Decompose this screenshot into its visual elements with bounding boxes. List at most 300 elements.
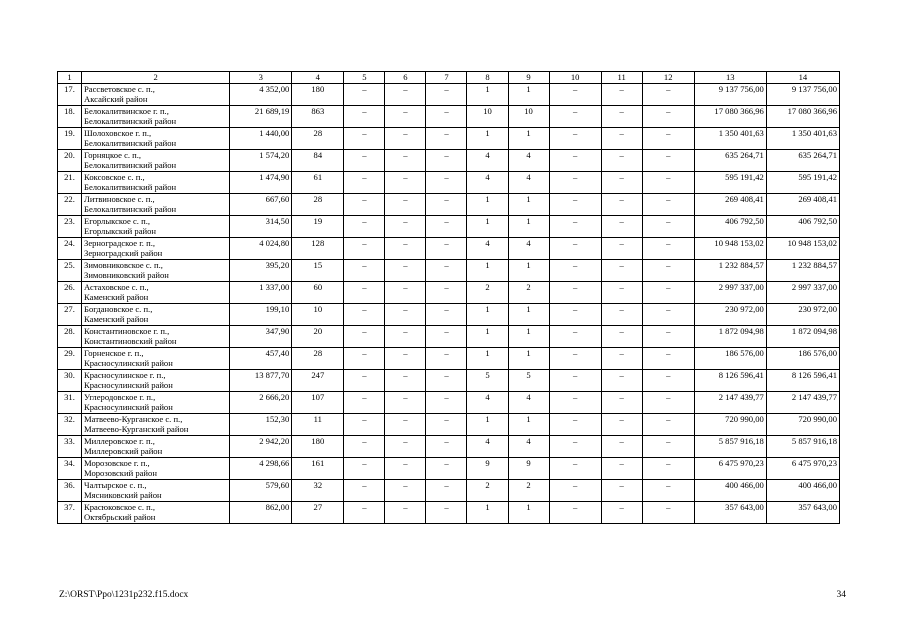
column-number-cell: 13: [694, 72, 766, 84]
column-number-cell: 8: [467, 72, 508, 84]
value-cell: 4: [508, 436, 549, 458]
value-cell: –: [642, 106, 694, 128]
value-cell: –: [549, 480, 601, 502]
value-cell: –: [601, 348, 642, 370]
row-number-cell: 24.: [58, 238, 82, 260]
value-cell: –: [344, 260, 385, 282]
value-cell: 579,60: [230, 480, 292, 502]
settlement-name-cell: Богдановское с. п., Каменский район: [82, 304, 230, 326]
value-cell: 2: [467, 282, 508, 304]
value-cell: –: [642, 194, 694, 216]
value-cell: 1: [508, 260, 549, 282]
value-cell: 357 643,00: [694, 502, 766, 524]
value-cell: –: [344, 282, 385, 304]
value-cell: –: [549, 106, 601, 128]
value-cell: 1 872 094,98: [694, 326, 766, 348]
column-number-cell: 10: [549, 72, 601, 84]
value-cell: –: [642, 502, 694, 524]
table-row: [58, 150, 840, 172]
value-cell: 19: [292, 216, 344, 238]
value-cell: 10: [292, 304, 344, 326]
column-number-cell: 9: [508, 72, 549, 84]
value-cell: 4: [508, 172, 549, 194]
value-cell: –: [426, 260, 467, 282]
value-cell: –: [642, 458, 694, 480]
value-cell: 8 126 596,41: [766, 370, 839, 392]
value-cell: –: [549, 238, 601, 260]
value-cell: –: [344, 480, 385, 502]
value-cell: –: [385, 392, 426, 414]
value-cell: 2 147 439,77: [694, 392, 766, 414]
value-cell: –: [385, 128, 426, 150]
value-cell: 863: [292, 106, 344, 128]
value-cell: 180: [292, 84, 344, 106]
value-cell: –: [549, 370, 601, 392]
value-cell: 107: [292, 392, 344, 414]
value-cell: 400 466,00: [766, 480, 839, 502]
settlement-name-cell: Горняцкое с. п., Белокалитвинский район: [82, 150, 230, 172]
value-cell: 1 440,00: [230, 128, 292, 150]
value-cell: 10: [467, 106, 508, 128]
settlement-name-cell: Егорлыкское с. п., Егорлыкский район: [82, 216, 230, 238]
value-cell: 20: [292, 326, 344, 348]
value-cell: 406 792,50: [766, 216, 839, 238]
value-cell: 5: [467, 370, 508, 392]
value-cell: 1: [508, 348, 549, 370]
value-cell: –: [642, 414, 694, 436]
value-cell: –: [601, 282, 642, 304]
row-number-cell: 19.: [58, 128, 82, 150]
value-cell: –: [549, 194, 601, 216]
value-cell: 406 792,50: [694, 216, 766, 238]
page-number: 34: [836, 590, 846, 600]
value-cell: –: [549, 260, 601, 282]
value-cell: –: [549, 304, 601, 326]
value-cell: –: [642, 172, 694, 194]
value-cell: 186 576,00: [694, 348, 766, 370]
value-cell: 1 872 094,98: [766, 326, 839, 348]
column-number-cell: 12: [642, 72, 694, 84]
settlement-name-cell: Матвеево-Курганское с. п., Матвеево-Курганский район: [82, 414, 230, 436]
value-cell: 161: [292, 458, 344, 480]
value-cell: 635 264,71: [694, 150, 766, 172]
value-cell: 635 264,71: [766, 150, 839, 172]
value-cell: 230 972,00: [694, 304, 766, 326]
value-cell: 15: [292, 260, 344, 282]
value-cell: 5 857 916,18: [694, 436, 766, 458]
value-cell: 400 466,00: [694, 480, 766, 502]
value-cell: 1: [467, 502, 508, 524]
value-cell: –: [385, 458, 426, 480]
value-cell: –: [344, 414, 385, 436]
value-cell: 2 666,20: [230, 392, 292, 414]
value-cell: –: [549, 128, 601, 150]
value-cell: 2: [508, 480, 549, 502]
value-cell: –: [344, 436, 385, 458]
value-cell: 180: [292, 436, 344, 458]
value-cell: –: [549, 414, 601, 436]
table-row: [58, 128, 840, 150]
value-cell: –: [344, 150, 385, 172]
row-number-cell: 23.: [58, 216, 82, 238]
value-cell: –: [344, 172, 385, 194]
value-cell: 32: [292, 480, 344, 502]
value-cell: 1: [508, 216, 549, 238]
value-cell: –: [426, 348, 467, 370]
value-cell: –: [426, 238, 467, 260]
value-cell: –: [385, 436, 426, 458]
value-cell: 5 857 916,18: [766, 436, 839, 458]
value-cell: 6 475 970,23: [694, 458, 766, 480]
value-cell: –: [426, 304, 467, 326]
value-cell: 230 972,00: [766, 304, 839, 326]
settlement-name-cell: Красносулинское г. п., Красносулинский район: [82, 370, 230, 392]
table-row: [58, 392, 840, 414]
value-cell: 10 948 153,02: [766, 238, 839, 260]
data-table: [57, 71, 840, 524]
settlement-name-cell: Морозовское г. п., Морозовский район: [82, 458, 230, 480]
value-cell: 61: [292, 172, 344, 194]
settlement-name-cell: Углеродовское г. п., Красносулинский район: [82, 392, 230, 414]
value-cell: 595 191,42: [766, 172, 839, 194]
value-cell: 5: [508, 370, 549, 392]
value-cell: 10: [508, 106, 549, 128]
value-cell: 2: [508, 282, 549, 304]
settlement-name-cell: Миллеровское г. п., Миллеровский район: [82, 436, 230, 458]
value-cell: –: [426, 326, 467, 348]
column-number-cell: 4: [292, 72, 344, 84]
value-cell: –: [426, 392, 467, 414]
value-cell: –: [642, 480, 694, 502]
value-cell: –: [344, 194, 385, 216]
value-cell: –: [385, 348, 426, 370]
value-cell: –: [426, 370, 467, 392]
column-number-header-row: [58, 72, 840, 84]
value-cell: 862,00: [230, 502, 292, 524]
row-number-cell: 17.: [58, 84, 82, 106]
value-cell: 2 997 337,00: [694, 282, 766, 304]
value-cell: 1: [467, 348, 508, 370]
column-number-cell: 1: [58, 72, 82, 84]
table-row: [58, 348, 840, 370]
value-cell: –: [642, 84, 694, 106]
value-cell: 1: [467, 216, 508, 238]
value-cell: –: [385, 260, 426, 282]
value-cell: 4: [467, 436, 508, 458]
settlement-name-cell: Шолоховское г. п., Белокалитвинский район: [82, 128, 230, 150]
value-cell: –: [344, 348, 385, 370]
value-cell: –: [385, 216, 426, 238]
file-path-footer: Z:\ORST\Ppo\1231p232.f15.docx: [59, 590, 189, 600]
value-cell: 4: [467, 238, 508, 260]
value-cell: 2 997 337,00: [766, 282, 839, 304]
value-cell: –: [549, 84, 601, 106]
row-number-cell: 32.: [58, 414, 82, 436]
column-number-cell: 6: [385, 72, 426, 84]
value-cell: –: [385, 326, 426, 348]
document-sheet: [57, 71, 840, 524]
value-cell: –: [642, 150, 694, 172]
value-cell: –: [385, 304, 426, 326]
value-cell: –: [426, 480, 467, 502]
value-cell: –: [549, 436, 601, 458]
row-number-cell: 36.: [58, 480, 82, 502]
value-cell: 1: [508, 502, 549, 524]
value-cell: 2: [467, 480, 508, 502]
value-cell: –: [385, 106, 426, 128]
value-cell: 1: [467, 414, 508, 436]
value-cell: 1: [508, 128, 549, 150]
value-cell: –: [426, 194, 467, 216]
settlement-name-cell: Зерноградское г. п., Зерноградский район: [82, 238, 230, 260]
value-cell: –: [385, 370, 426, 392]
row-number-cell: 26.: [58, 282, 82, 304]
value-cell: 27: [292, 502, 344, 524]
value-cell: 28: [292, 348, 344, 370]
value-cell: 10 948 153,02: [694, 238, 766, 260]
value-cell: –: [642, 282, 694, 304]
value-cell: 4: [508, 238, 549, 260]
value-cell: –: [601, 172, 642, 194]
value-cell: 1 474,90: [230, 172, 292, 194]
value-cell: 199,10: [230, 304, 292, 326]
table-row: [58, 260, 840, 282]
value-cell: 9: [508, 458, 549, 480]
value-cell: –: [426, 458, 467, 480]
value-cell: –: [426, 436, 467, 458]
value-cell: –: [426, 502, 467, 524]
value-cell: 84: [292, 150, 344, 172]
value-cell: 1 337,00: [230, 282, 292, 304]
value-cell: –: [601, 326, 642, 348]
column-number-cell: 14: [766, 72, 839, 84]
value-cell: –: [344, 84, 385, 106]
value-cell: –: [344, 238, 385, 260]
value-cell: –: [549, 502, 601, 524]
value-cell: –: [642, 304, 694, 326]
value-cell: –: [344, 502, 385, 524]
value-cell: 1: [467, 84, 508, 106]
value-cell: 4 352,00: [230, 84, 292, 106]
value-cell: –: [344, 458, 385, 480]
value-cell: –: [601, 216, 642, 238]
row-number-cell: 37.: [58, 502, 82, 524]
value-cell: –: [426, 172, 467, 194]
value-cell: –: [601, 502, 642, 524]
value-cell: 1 350 401,63: [694, 128, 766, 150]
row-number-cell: 22.: [58, 194, 82, 216]
value-cell: –: [549, 150, 601, 172]
value-cell: –: [549, 326, 601, 348]
table-row: [58, 436, 840, 458]
value-cell: –: [426, 106, 467, 128]
value-cell: –: [601, 480, 642, 502]
column-number-cell: 7: [426, 72, 467, 84]
value-cell: –: [601, 260, 642, 282]
row-number-cell: 29.: [58, 348, 82, 370]
row-number-cell: 28.: [58, 326, 82, 348]
value-cell: 2 942,20: [230, 436, 292, 458]
value-cell: –: [642, 436, 694, 458]
row-number-cell: 30.: [58, 370, 82, 392]
settlement-name-cell: Рассветовское с. п., Аксайский район: [82, 84, 230, 106]
value-cell: 1: [467, 260, 508, 282]
value-cell: –: [601, 194, 642, 216]
settlement-name-cell: Горненское г. п., Красносулинский район: [82, 348, 230, 370]
row-number-cell: 20.: [58, 150, 82, 172]
value-cell: –: [601, 458, 642, 480]
value-cell: 720 990,00: [766, 414, 839, 436]
value-cell: 1: [467, 326, 508, 348]
value-cell: –: [344, 128, 385, 150]
settlement-name-cell: Красюковское с. п., Октябрьский район: [82, 502, 230, 524]
table-row: [58, 414, 840, 436]
table-row: [58, 194, 840, 216]
row-number-cell: 34.: [58, 458, 82, 480]
value-cell: 1: [508, 194, 549, 216]
value-cell: 395,20: [230, 260, 292, 282]
table-row: [58, 106, 840, 128]
row-number-cell: 33.: [58, 436, 82, 458]
column-number-cell: 5: [344, 72, 385, 84]
value-cell: –: [426, 84, 467, 106]
value-cell: 1 574,20: [230, 150, 292, 172]
settlement-name-cell: Чалтырское с. п., Мясниковский район: [82, 480, 230, 502]
value-cell: –: [549, 172, 601, 194]
settlement-name-cell: Коксовское с. п., Белокалитвинский район: [82, 172, 230, 194]
value-cell: –: [601, 106, 642, 128]
settlement-name-cell: Зимовниковское с. п., Зимовниковский район: [82, 260, 230, 282]
table-row: [58, 370, 840, 392]
value-cell: 4: [508, 392, 549, 414]
value-cell: 347,90: [230, 326, 292, 348]
value-cell: –: [642, 326, 694, 348]
value-cell: 9: [467, 458, 508, 480]
value-cell: 4: [467, 172, 508, 194]
value-cell: 357 643,00: [766, 502, 839, 524]
value-cell: –: [344, 216, 385, 238]
value-cell: 1: [508, 84, 549, 106]
value-cell: –: [549, 348, 601, 370]
value-cell: –: [549, 216, 601, 238]
settlement-name-cell: Астаховское с. п., Каменский район: [82, 282, 230, 304]
table-row: [58, 480, 840, 502]
value-cell: 8 126 596,41: [694, 370, 766, 392]
table-row: [58, 458, 840, 480]
value-cell: –: [642, 238, 694, 260]
value-cell: 186 576,00: [766, 348, 839, 370]
value-cell: 21 689,19: [230, 106, 292, 128]
value-cell: –: [344, 392, 385, 414]
value-cell: –: [385, 414, 426, 436]
value-cell: –: [642, 260, 694, 282]
value-cell: 4: [467, 150, 508, 172]
row-number-cell: 21.: [58, 172, 82, 194]
value-cell: 595 191,42: [694, 172, 766, 194]
value-cell: –: [549, 282, 601, 304]
value-cell: 11: [292, 414, 344, 436]
value-cell: –: [344, 326, 385, 348]
value-cell: 152,30: [230, 414, 292, 436]
value-cell: –: [426, 414, 467, 436]
value-cell: –: [601, 436, 642, 458]
value-cell: 667,60: [230, 194, 292, 216]
value-cell: –: [426, 128, 467, 150]
column-number-cell: 11: [601, 72, 642, 84]
value-cell: 9 137 756,00: [766, 84, 839, 106]
value-cell: 28: [292, 194, 344, 216]
value-cell: –: [549, 392, 601, 414]
table-row: [58, 326, 840, 348]
value-cell: 1 350 401,63: [766, 128, 839, 150]
table-row: [58, 216, 840, 238]
value-cell: 1: [508, 414, 549, 436]
value-cell: 13 877,70: [230, 370, 292, 392]
settlement-name-cell: Литвиновское с. п., Белокалитвинский район: [82, 194, 230, 216]
value-cell: 1: [467, 128, 508, 150]
row-number-cell: 31.: [58, 392, 82, 414]
value-cell: –: [385, 502, 426, 524]
value-cell: –: [601, 304, 642, 326]
value-cell: 6 475 970,23: [766, 458, 839, 480]
value-cell: –: [601, 238, 642, 260]
value-cell: –: [601, 84, 642, 106]
value-cell: 720 990,00: [694, 414, 766, 436]
row-number-cell: 27.: [58, 304, 82, 326]
value-cell: –: [426, 216, 467, 238]
value-cell: 314,50: [230, 216, 292, 238]
value-cell: 4 024,80: [230, 238, 292, 260]
value-cell: –: [385, 480, 426, 502]
settlement-name-cell: Константиновское г. п., Константиновский район: [82, 326, 230, 348]
value-cell: 4: [508, 150, 549, 172]
value-cell: –: [385, 172, 426, 194]
row-number-cell: 18.: [58, 106, 82, 128]
value-cell: –: [642, 348, 694, 370]
value-cell: 1: [508, 304, 549, 326]
value-cell: –: [385, 282, 426, 304]
table-row: [58, 282, 840, 304]
value-cell: 4: [467, 392, 508, 414]
value-cell: –: [344, 106, 385, 128]
value-cell: –: [601, 150, 642, 172]
value-cell: –: [642, 128, 694, 150]
value-cell: 2 147 439,77: [766, 392, 839, 414]
table-row: [58, 84, 840, 106]
value-cell: 1 232 884,57: [694, 260, 766, 282]
value-cell: 28: [292, 128, 344, 150]
value-cell: 17 080 366,96: [766, 106, 839, 128]
value-cell: 247: [292, 370, 344, 392]
value-cell: 4 298,66: [230, 458, 292, 480]
value-cell: –: [549, 458, 601, 480]
settlement-name-cell: Белокалитвинское г. п., Белокалитвинский район: [82, 106, 230, 128]
table-row: [58, 172, 840, 194]
value-cell: –: [385, 194, 426, 216]
value-cell: 457,40: [230, 348, 292, 370]
column-number-cell: 3: [230, 72, 292, 84]
value-cell: –: [385, 84, 426, 106]
value-cell: –: [642, 216, 694, 238]
value-cell: –: [601, 392, 642, 414]
value-cell: –: [601, 128, 642, 150]
value-cell: 1: [467, 304, 508, 326]
value-cell: 269 408,41: [766, 194, 839, 216]
value-cell: 60: [292, 282, 344, 304]
value-cell: 17 080 366,96: [694, 106, 766, 128]
value-cell: 9 137 756,00: [694, 84, 766, 106]
table-row: [58, 502, 840, 524]
